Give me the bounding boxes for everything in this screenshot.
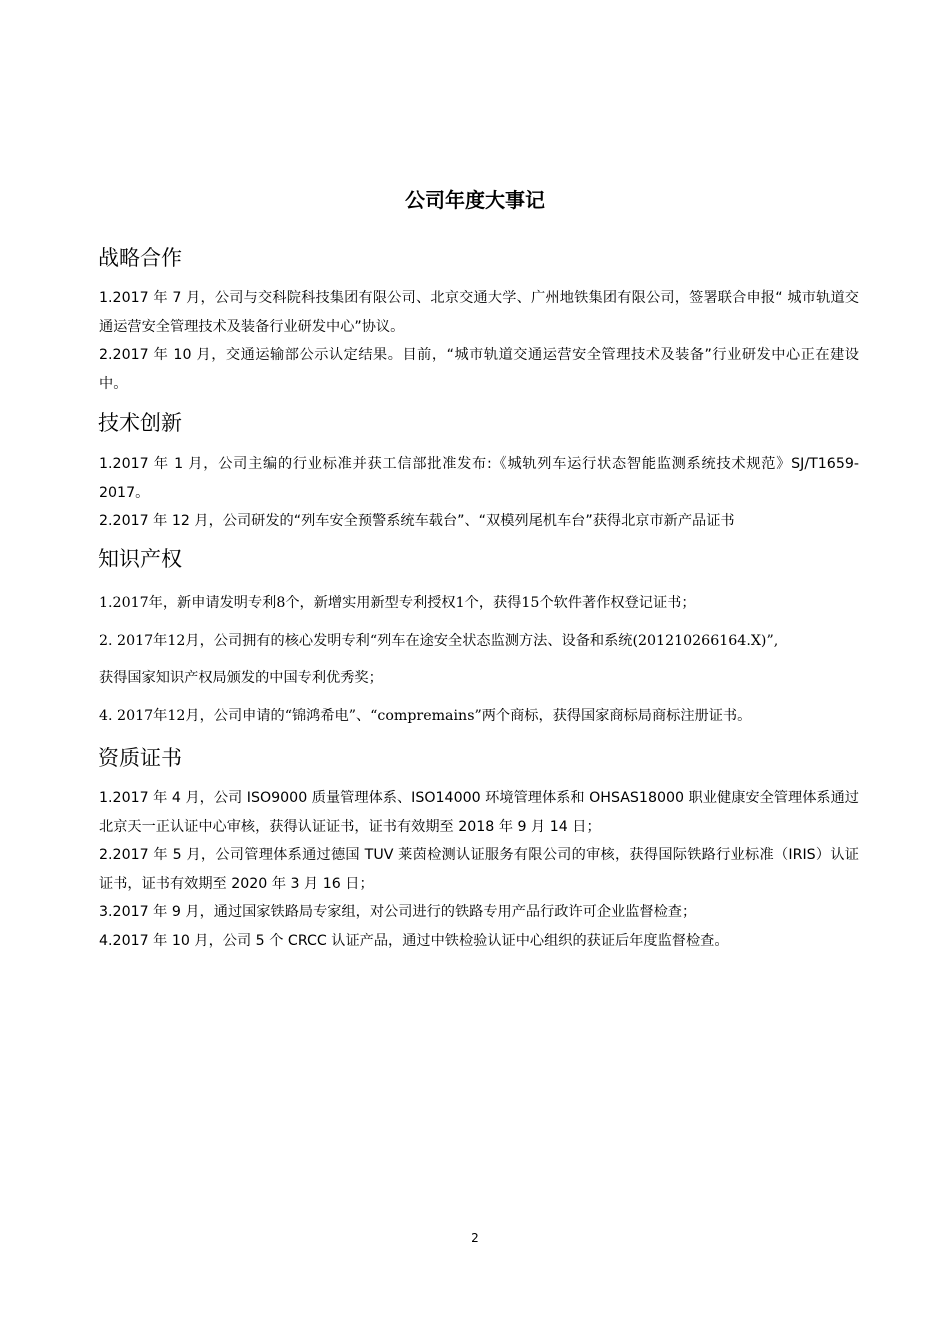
strategy-item-1: 1.2017 年 7 月，公司与交科院科技集团有限公司、北京交通大学、广州地铁集团有限公司，签署联合申报“ 城市轨道交通运营安全管理技术及装备行业研发中心”协议。 <box>99 290 859 335</box>
ip-item-4: 4. 2017年12月，公司申请的“锦鸿希电”、“compremains”两个商标，获得国家商标局商标注册证书。 <box>99 708 752 724</box>
strategy-item-2: 2.2017 年 10 月，交通运输部公示认定结果。目前，“城市轨道交通运营安全管理技术及装备”行业研发中心正在建设中。 <box>99 347 859 392</box>
qualification-item-1: 1.2017 年 4 月，公司 ISO9000 质量管理体系、ISO14000 环境管理体系和 OHSAS18000 职业健康安全管理体系通过北京天一正认证中心审核，获得认证证书，证书有效期至 2018 年 9 月 14 日； <box>99 790 859 835</box>
section-heading-qualification: 资质证书 <box>98 746 182 770</box>
section-heading-innovation: 技术创新 <box>98 411 182 435</box>
ip-item-1: 1.2017年，新申请发明专利8个，新增实用新型专利授权1个，获得15个软件著作权登记证书； <box>99 595 696 611</box>
ip-item-2-continued: 获得国家知识产权局颁发的中国专利优秀奖； <box>99 670 383 686</box>
page-title: 公司年度大事记 <box>405 188 545 212</box>
section-heading-ip: 知识产权 <box>98 547 182 571</box>
section-heading-strategy: 战略合作 <box>98 246 182 270</box>
ip-item-2: 2. 2017年12月，公司拥有的核心发明专利“列车在途安全状态监测方法、设备和系统(201210266164.X)”, <box>99 633 779 649</box>
qualification-item-2: 2.2017 年 5 月，公司管理体系通过德国 TUV 莱茵检测认证服务有限公司的审核，获得国际铁路行业标准（IRIS）认证证书，证书有效期至 2020 年 3 月 16 日； <box>99 847 859 892</box>
innovation-item-1: 1.2017 年 1 月，公司主编的行业标准并获工信部批准发布:《城轨列车运行状态智能监测系统技术规范》SJ/T1659-2017。 <box>99 456 859 501</box>
qualification-item-4: 4.2017 年 10 月，公司 5 个 CRCC 认证产品，通过中铁检验认证中心组织的获证后年度监督检查。 <box>99 933 729 949</box>
innovation-item-2: 2.2017 年 12 月，公司研发的“列车安全预警系统车载台”、“双模列尾机车台”获得北京市新产品证书 <box>99 513 735 529</box>
qualification-item-3: 3.2017 年 9 月，通过国家铁路局专家组，对公司进行的铁路专用产品行政许可企业监督检查； <box>99 904 697 920</box>
page-number: 2 <box>471 1231 479 1245</box>
